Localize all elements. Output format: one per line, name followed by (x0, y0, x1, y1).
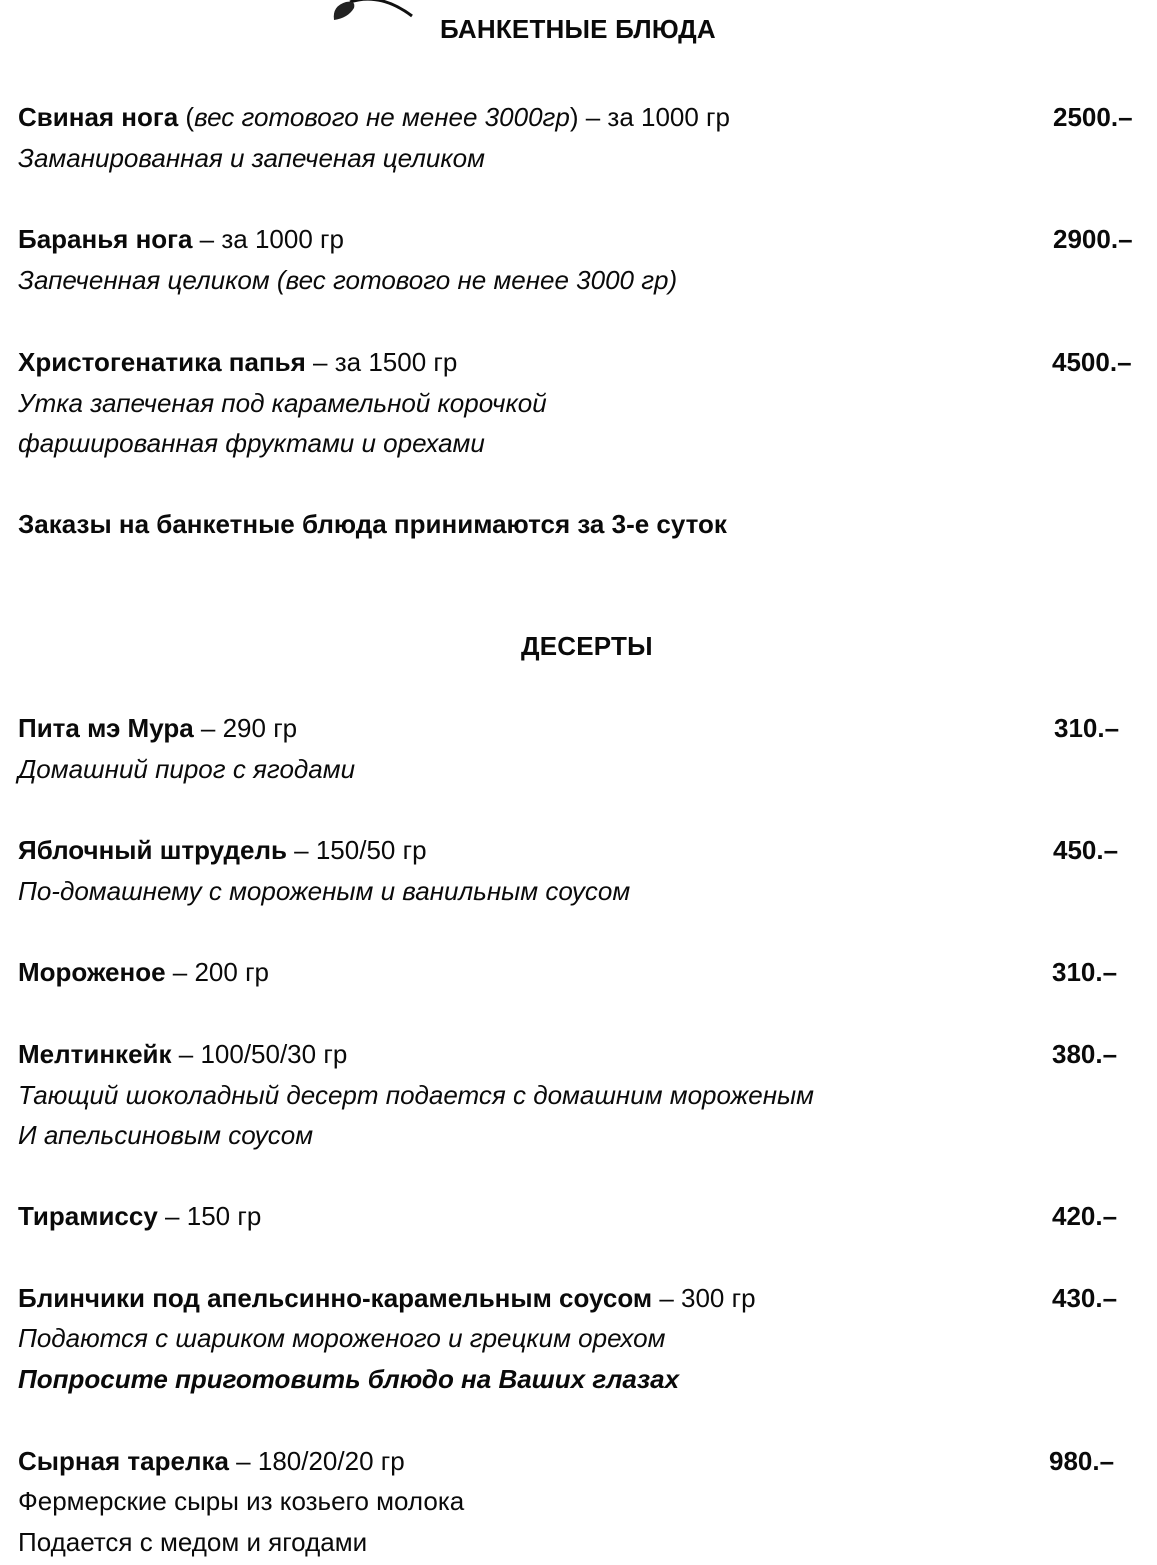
item-price: 2500.– (1053, 102, 1133, 132)
item-portion: – 290 гр (193, 713, 298, 743)
item-description: Подается с медом и ягодами (18, 1527, 368, 1557)
menu-item-tiramisu (18, 1201, 261, 1231)
item-name: Сырная тарелка (18, 1446, 229, 1476)
item-name: Яблочный штрудель (18, 835, 287, 865)
item-note: вес готового не менее 3000гр (194, 102, 570, 132)
item-name: Мелтинкейк (18, 1039, 172, 1069)
menu-item-lamb-leg (18, 224, 344, 254)
section-title-desserts: ДЕСЕРТЫ (521, 631, 653, 661)
item-name: Баранья нога (18, 224, 193, 254)
item-price: 310.– (1054, 713, 1120, 743)
item-name: Тирамиссу (18, 1201, 158, 1231)
menu-item-meltincake (18, 1039, 347, 1069)
item-description: Фермерские сыры из козьего молока (18, 1486, 465, 1516)
item-description: Утка запеченая под карамельной корочкой (18, 388, 547, 418)
item-description: Домашний пирог с ягодами (18, 754, 356, 784)
item-name: Христогенатика папья (18, 347, 306, 377)
item-price: 450.– (1053, 835, 1119, 865)
item-name: Мороженое (18, 957, 166, 987)
item-price: 2900.– (1053, 224, 1133, 254)
item-price: 980.– (1049, 1446, 1115, 1476)
item-description: Заманированная и запеченая целиком (18, 143, 485, 173)
item-name: Пита мэ Мура (18, 713, 194, 743)
item-description: фаршированная фруктами и орехами (18, 428, 485, 458)
item-price: 420.– (1052, 1201, 1118, 1231)
menu-item-cheese-plate (18, 1446, 405, 1476)
menu-item-ice-cream (18, 957, 269, 987)
section-title-banquet: БАНКЕТНЫЕ БЛЮДА (440, 14, 716, 44)
item-portion: – 150 гр (157, 1201, 262, 1231)
banquet-order-notice: Заказы на банкетные блюда принимаются за 3-е суток (18, 509, 727, 539)
menu-item-crepes (18, 1283, 756, 1313)
item-portion: – 200 гр (165, 957, 270, 987)
item-price: 430.– (1052, 1283, 1118, 1313)
menu-item-christogenatika (18, 347, 457, 377)
item-description: И апельсиновым соусом (18, 1120, 314, 1150)
leaf-branch-icon (320, 0, 420, 24)
item-portion: – за 1000 гр (192, 224, 344, 254)
item-price: 310.– (1052, 957, 1118, 987)
item-description: Тающий шоколадный десерт подается с домашним мороженым (18, 1080, 814, 1110)
item-name: Блинчики под апельсинно-карамельным соусом (18, 1283, 653, 1313)
item-name: Свиная нога (18, 102, 179, 132)
menu-item-pita-me-mura (18, 713, 297, 743)
item-price: 4500.– (1052, 347, 1132, 377)
item-portion: – 100/50/30 гр (171, 1039, 348, 1069)
menu-item-apple-strudel (18, 835, 427, 865)
item-portion: – за 1500 гр (305, 347, 458, 377)
item-portion: – 180/20/20 гр (228, 1446, 405, 1476)
item-portion: – 150/50 гр (286, 835, 427, 865)
item-highlight: Попросите приготовить блюдо на Ваших глазах (18, 1364, 680, 1394)
item-price: 380.– (1052, 1039, 1118, 1069)
item-description: Подаются с шариком мороженого и грецким орехом (18, 1323, 666, 1353)
item-description: По-домашнему с мороженым и ванильным соусом (18, 876, 631, 906)
menu-item-pork-leg: Свиная нога (вес готового не менее 3000гр) – за 1000 гр (18, 102, 731, 132)
item-portion: – за 1000 гр (578, 102, 731, 132)
item-portion: – 300 гр (652, 1283, 756, 1313)
item-description: Запеченная целиком (вес готового не менее 3000 гр) (18, 265, 678, 295)
